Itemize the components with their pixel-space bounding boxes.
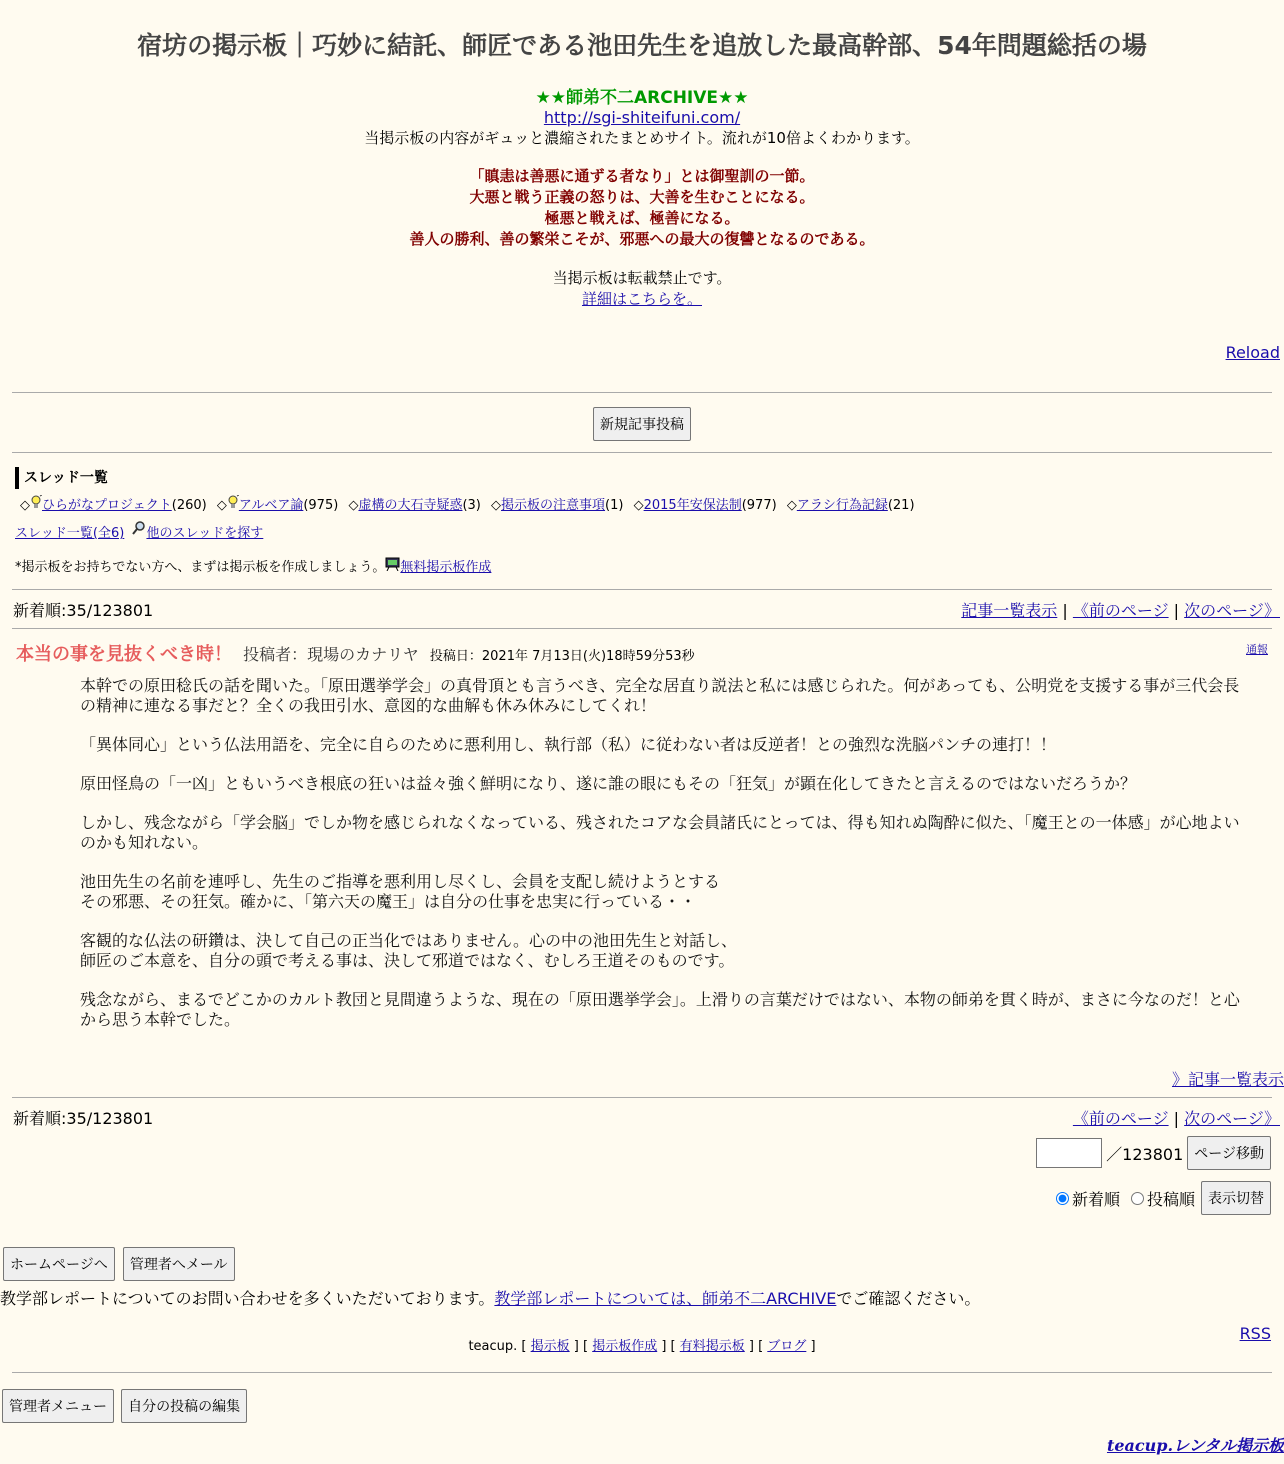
footer-buttons: [3, 1247, 238, 1281]
thread-link[interactable]: アルベア論: [238, 498, 304, 513]
teacup-links: teacup. [ 掲示板 ] [ 掲示板作成 ] [ 有料掲示板 ] [ ブログ ]: [468, 1339, 816, 1354]
thread-link[interactable]: アラシ行為記録: [796, 498, 888, 513]
post-paragraph: しかし、残念ながら「学会脳」でしか物を感じられなくなっている、残されたコアな会員諸氏にとっては、得も知れぬ陶酔に似た、「魔王との一体感」が心地よいのかも知れない。: [80, 813, 1240, 852]
lightbulb-icon: [30, 495, 42, 510]
teacup-paid-link[interactable]: 有料掲示板: [679, 1339, 745, 1354]
make-board-link[interactable]: 無料掲示板作成: [400, 560, 492, 575]
teacup-label: teacup.: [468, 1339, 518, 1354]
quote-line: 極悪と戦えば、極善になる。: [544, 209, 740, 227]
thread-count: (1): [605, 498, 624, 513]
mail-admin-button[interactable]: 管理者へメール: [123, 1247, 235, 1281]
thread-list: [20, 494, 921, 513]
teacup-create-link[interactable]: 掲示板作成: [592, 1339, 658, 1354]
quote-block: [0, 166, 1284, 250]
pager-sep: |: [1173, 601, 1180, 620]
divider: [12, 589, 1272, 590]
thread-item: ◇掲示板の注意事項(1): [491, 498, 624, 513]
make-board: [15, 556, 491, 575]
teacup-board-link[interactable]: 掲示板: [530, 1339, 570, 1354]
board-icon: [385, 557, 400, 571]
teacup-blog-link[interactable]: ブログ: [767, 1339, 807, 1354]
archive-desc: 当掲示板の内容がギュッと濃縮されたまとめサイト。流れが10倍よくわかります。: [364, 129, 920, 147]
order-newest[interactable]: 新着順: [1051, 1187, 1120, 1210]
rental-board-link[interactable]: teacup.レンタル掲示板: [1106, 1436, 1284, 1455]
order-newest-radio[interactable]: [1056, 1192, 1069, 1205]
order-oldest-radio[interactable]: [1131, 1192, 1144, 1205]
thread-item: ◇ アルベア論(975): [217, 498, 338, 513]
divider: [12, 628, 1272, 629]
edit-own-posts-button[interactable]: 自分の投稿の編集: [121, 1389, 247, 1423]
admin-buttons: [2, 1389, 249, 1423]
notice-text: 当掲示板は転載禁止です。: [552, 269, 732, 287]
quote-line: 「瞋恚は善悪に通ずる者なり」とは御聖訓の一節。: [469, 167, 815, 185]
thread-link[interactable]: 掲示板の注意事項: [501, 498, 606, 513]
toggle-view-button[interactable]: 表示切替: [1201, 1181, 1271, 1215]
post-paragraph: 本幹での原田稔氏の話を聞いた。「原田選挙学会」の真骨頂とも言うべき、完全な居直り説法と私には感じられた。何があっても、公明党を支援する事が三代会長の精神に連なる事だと？全くの我田引水、意図的な曲解も休み休みにしてくれ！: [80, 676, 1240, 715]
pager-links: [961, 598, 1280, 621]
all-threads-link[interactable]: スレッド一覧(全6): [15, 526, 125, 541]
pager-sep: |: [1173, 1109, 1180, 1128]
post-list-link[interactable]: 》記事一覧表示: [1171, 1070, 1284, 1089]
post-author: 投稿者：現場のカナリヤ: [243, 645, 419, 664]
list-view-link[interactable]: 記事一覧表示: [961, 601, 1058, 620]
thread-item: ◇アラシ行為記録(21): [786, 498, 915, 513]
home-button[interactable]: ホームページへ: [3, 1247, 115, 1281]
admin-menu-button[interactable]: 管理者メニュー: [2, 1389, 114, 1423]
thread-count: (977): [741, 498, 777, 513]
pager-sep: |: [1062, 601, 1068, 620]
thread-count: (975): [303, 498, 339, 513]
inquiry-link[interactable]: 教学部レポートについては、師弟不二ARCHIVE: [494, 1289, 837, 1308]
next-page-link[interactable]: 次のページ》: [1184, 1109, 1280, 1128]
thread-link[interactable]: 虚構の大石寺疑惑: [358, 498, 463, 513]
make-board-text: *掲示板をお持ちでない方へ、まずは掲示板を作成しましょう。: [15, 560, 386, 575]
post-title: 本当の事を見抜くべき時！: [16, 644, 232, 665]
quote-line: 善人の勝利、善の繁栄こそが、邪悪への最大の復讐となるのである。: [409, 230, 875, 248]
post-paragraph: 客観的な仏法の研鑽は、決して自己の正当化ではありません。心の中の池田先生と対話し、 師匠のご本意を、自分の頭で考える事は、決して邪道ではなく、むしろ王道そのものです。: [80, 931, 737, 970]
thread-link[interactable]: 2015年安保法制: [643, 498, 742, 513]
thread-count: (21): [887, 498, 915, 513]
pager-links: [1073, 1106, 1280, 1129]
thread-count: (260): [171, 498, 207, 513]
new-post-button[interactable]: 新規記事投稿: [593, 407, 691, 441]
post-body: [80, 676, 1240, 1049]
page-title: 宿坊の掲示板｜巧妙に結託、師匠である池田先生を追放した最高幹部、54年問題総括の場: [137, 31, 1147, 60]
search-icon: [132, 521, 146, 535]
page-move-button[interactable]: ページ移動: [1187, 1136, 1271, 1170]
lightbulb-icon: [227, 495, 239, 510]
divider: [12, 1097, 1272, 1098]
threads-heading: スレッド一覧: [15, 467, 108, 489]
reload-link[interactable]: Reload: [1225, 343, 1280, 362]
sort-order: [1051, 1181, 1271, 1215]
page-number-input[interactable]: [1036, 1138, 1102, 1168]
post-header: [16, 640, 695, 666]
rss-link[interactable]: RSS: [1239, 1324, 1271, 1343]
archive-name: ★★師弟不二ARCHIVE★★: [535, 88, 749, 108]
inquiry-suffix: でご確認ください。: [836, 1289, 981, 1308]
thread-item: ◇虚構の大石寺疑惑(3): [348, 498, 481, 513]
page-jump: [1036, 1136, 1271, 1170]
archive-block: [0, 88, 1284, 148]
notice-link[interactable]: 詳細はこちらを。: [581, 290, 702, 308]
prev-page-link[interactable]: 《前のページ: [1072, 1109, 1169, 1128]
thread-item: ◇2015年安保法制(977): [633, 498, 777, 513]
post-position: 新着順:35/123801: [13, 601, 154, 620]
archive-link[interactable]: http://sgi-shiteifuni.com/: [543, 108, 741, 127]
inquiry-line: [0, 1286, 980, 1309]
thread-link[interactable]: ひらがなプロジェクト: [42, 498, 172, 513]
notice-block: [0, 268, 1284, 310]
search-threads-link[interactable]: 他のスレッドを探す: [146, 526, 264, 541]
post-paragraph: 残念ながら、まるでどこかのカルト教団と見間違うような、現在の「原田選挙学会」。上滑りの言葉だけではない、本物の師弟を貫く時が、まさに今なのだ！と心から思う本幹でした。: [80, 990, 1240, 1029]
page-total: ／123801: [1106, 1144, 1184, 1164]
post-paragraph: 「異体同心」という仏法用語を、完全に自らのために悪利用し、執行部（私）に従わない者は反逆者！との強烈な洗脳パンチの連打！！: [80, 735, 1057, 754]
thread-tools: [15, 521, 263, 541]
next-page-link[interactable]: 次のページ》: [1184, 601, 1280, 620]
divider: [12, 452, 1272, 453]
post-date: 投稿日：2021年 7月13日(火)18時59分53秒: [429, 649, 695, 664]
quote-line: 大悪と戦う正義の怒りは、大善を生むことになる。: [469, 188, 815, 206]
divider: [12, 1372, 1272, 1373]
inquiry-text: 教学部レポートについてのお問い合わせを多くいただいております。: [0, 1289, 495, 1308]
order-oldest[interactable]: 投稿順: [1126, 1187, 1195, 1210]
post-paragraph: 原田怪鳥の「一凶」ともいうべき根底の狂いは益々強く鮮明になり、遂に誰の眼にもその「狂気」が顕在化してきたと言えるのではないだろうか？: [80, 774, 1137, 793]
thread-count: (3): [462, 498, 481, 513]
divider: [12, 392, 1272, 393]
post-position: 新着順:35/123801: [13, 1109, 154, 1128]
prev-page-link[interactable]: 《前のページ: [1072, 601, 1169, 620]
report-link[interactable]: 通報: [1246, 643, 1268, 656]
thread-item: ◇ ひらがなプロジェクト(260): [20, 498, 207, 513]
post-paragraph: 池田先生の名前を連呼し、先生のご指導を悪利用し尽くし、会員を支配し続けようとする その邪悪、その狂気。確かに、「第六天の魔王」は自分の仕事を忠実に行っている・・: [80, 872, 721, 911]
